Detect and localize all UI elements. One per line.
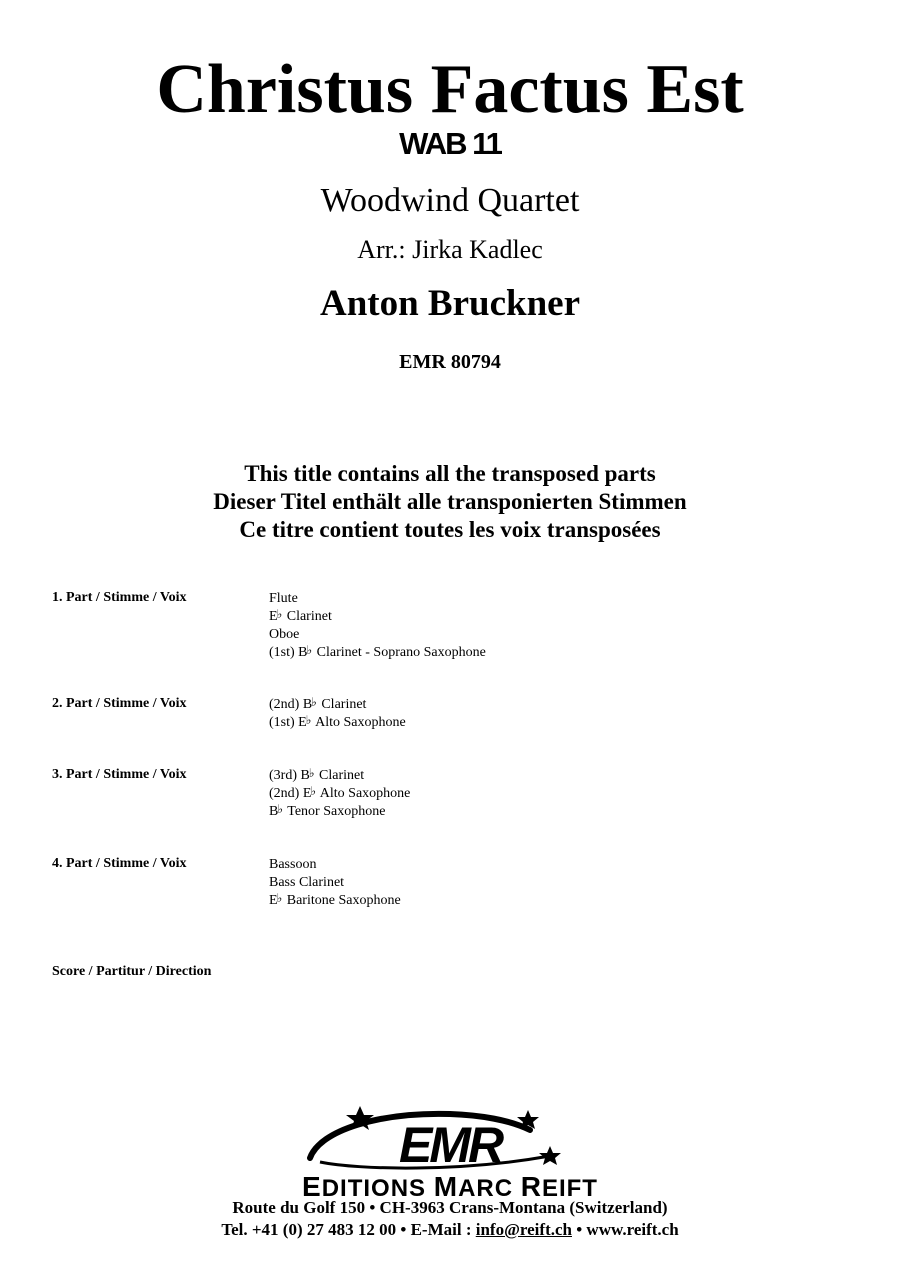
notice-german: Dieser Titel enthält alle transponierten Stimmen — [213, 489, 687, 514]
instrument-item: (1st) B♭ Clarinet - Soprano Saxophone — [269, 643, 486, 660]
instrument-item: Flute — [269, 591, 298, 606]
emr-logo — [300, 1100, 600, 1180]
instrument-item: E♭ Clarinet — [269, 607, 332, 624]
instrument-item: E♭ Baritone Saxophone — [269, 891, 401, 908]
part-1-label: 1. Part / Stimme / Voix — [52, 590, 187, 605]
logo-star-icon — [539, 1146, 561, 1165]
part-2-instruments — [269, 695, 406, 731]
logo-text: EMR — [398, 1117, 502, 1173]
part-3-instruments — [269, 766, 410, 820]
part-2-label: 2. Part / Stimme / Voix — [52, 696, 187, 711]
transposed-parts-notice — [0, 460, 900, 544]
notice-english: This title contains all the transposed parts — [244, 461, 656, 486]
instrument-item: Bassoon — [269, 857, 317, 872]
flat-symbol: ♭ — [277, 802, 284, 816]
score-label: Score / Partitur / Direction — [52, 964, 212, 979]
flat-symbol: ♭ — [276, 607, 283, 621]
notice-french: Ce titre contient toutes les voix transposées — [239, 517, 661, 542]
instrument-item: Bass Clarinet — [269, 875, 345, 890]
publisher-contact: Tel. +41 (0) 27 483 12 00 • E-Mail : info@reift.ch • www.reift.ch — [221, 1220, 679, 1239]
instrument-item: Oboe — [269, 627, 300, 642]
instrument-item: (1st) E♭ Alto Saxophone — [269, 713, 406, 730]
edition-number: EMR 80794 — [399, 351, 501, 373]
piece-title: Christus Factus Est — [156, 51, 744, 128]
flat-symbol: ♭ — [276, 891, 283, 905]
catalog-number: WAB 11 — [399, 126, 501, 161]
part-4-label: 4. Part / Stimme / Voix — [52, 856, 187, 871]
arranger-credit: Arr.: Jirka Kadlec — [357, 235, 543, 264]
instrument-item: (2nd) B♭ Clarinet — [269, 695, 367, 712]
part-3-label: 3. Part / Stimme / Voix — [52, 767, 187, 782]
publisher-name: EDITIONS MARC REIFT — [302, 1171, 598, 1202]
instrument-item: B♭ Tenor Saxophone — [269, 802, 386, 819]
ensemble-subtitle: Woodwind Quartet — [320, 182, 580, 219]
flat-symbol: ♭ — [311, 695, 317, 709]
flat-symbol: ♭ — [308, 766, 315, 780]
part-4-instruments — [269, 855, 401, 909]
flat-symbol: ♭ — [310, 784, 317, 798]
instrument-item: (3rd) B♭ Clarinet — [269, 766, 365, 783]
instrument-item: (2nd) E♭ Alto Saxophone — [269, 784, 411, 801]
composer-name: Anton Bruckner — [319, 283, 581, 324]
publisher-address: Route du Golf 150 • CH-3963 Crans-Montana (Switzerland) — [232, 1198, 668, 1217]
email-link[interactable]: info@reift.ch — [475, 1220, 572, 1239]
flat-symbol: ♭ — [305, 713, 312, 727]
part-1-instruments — [269, 589, 486, 661]
flat-symbol: ♭ — [306, 643, 313, 657]
